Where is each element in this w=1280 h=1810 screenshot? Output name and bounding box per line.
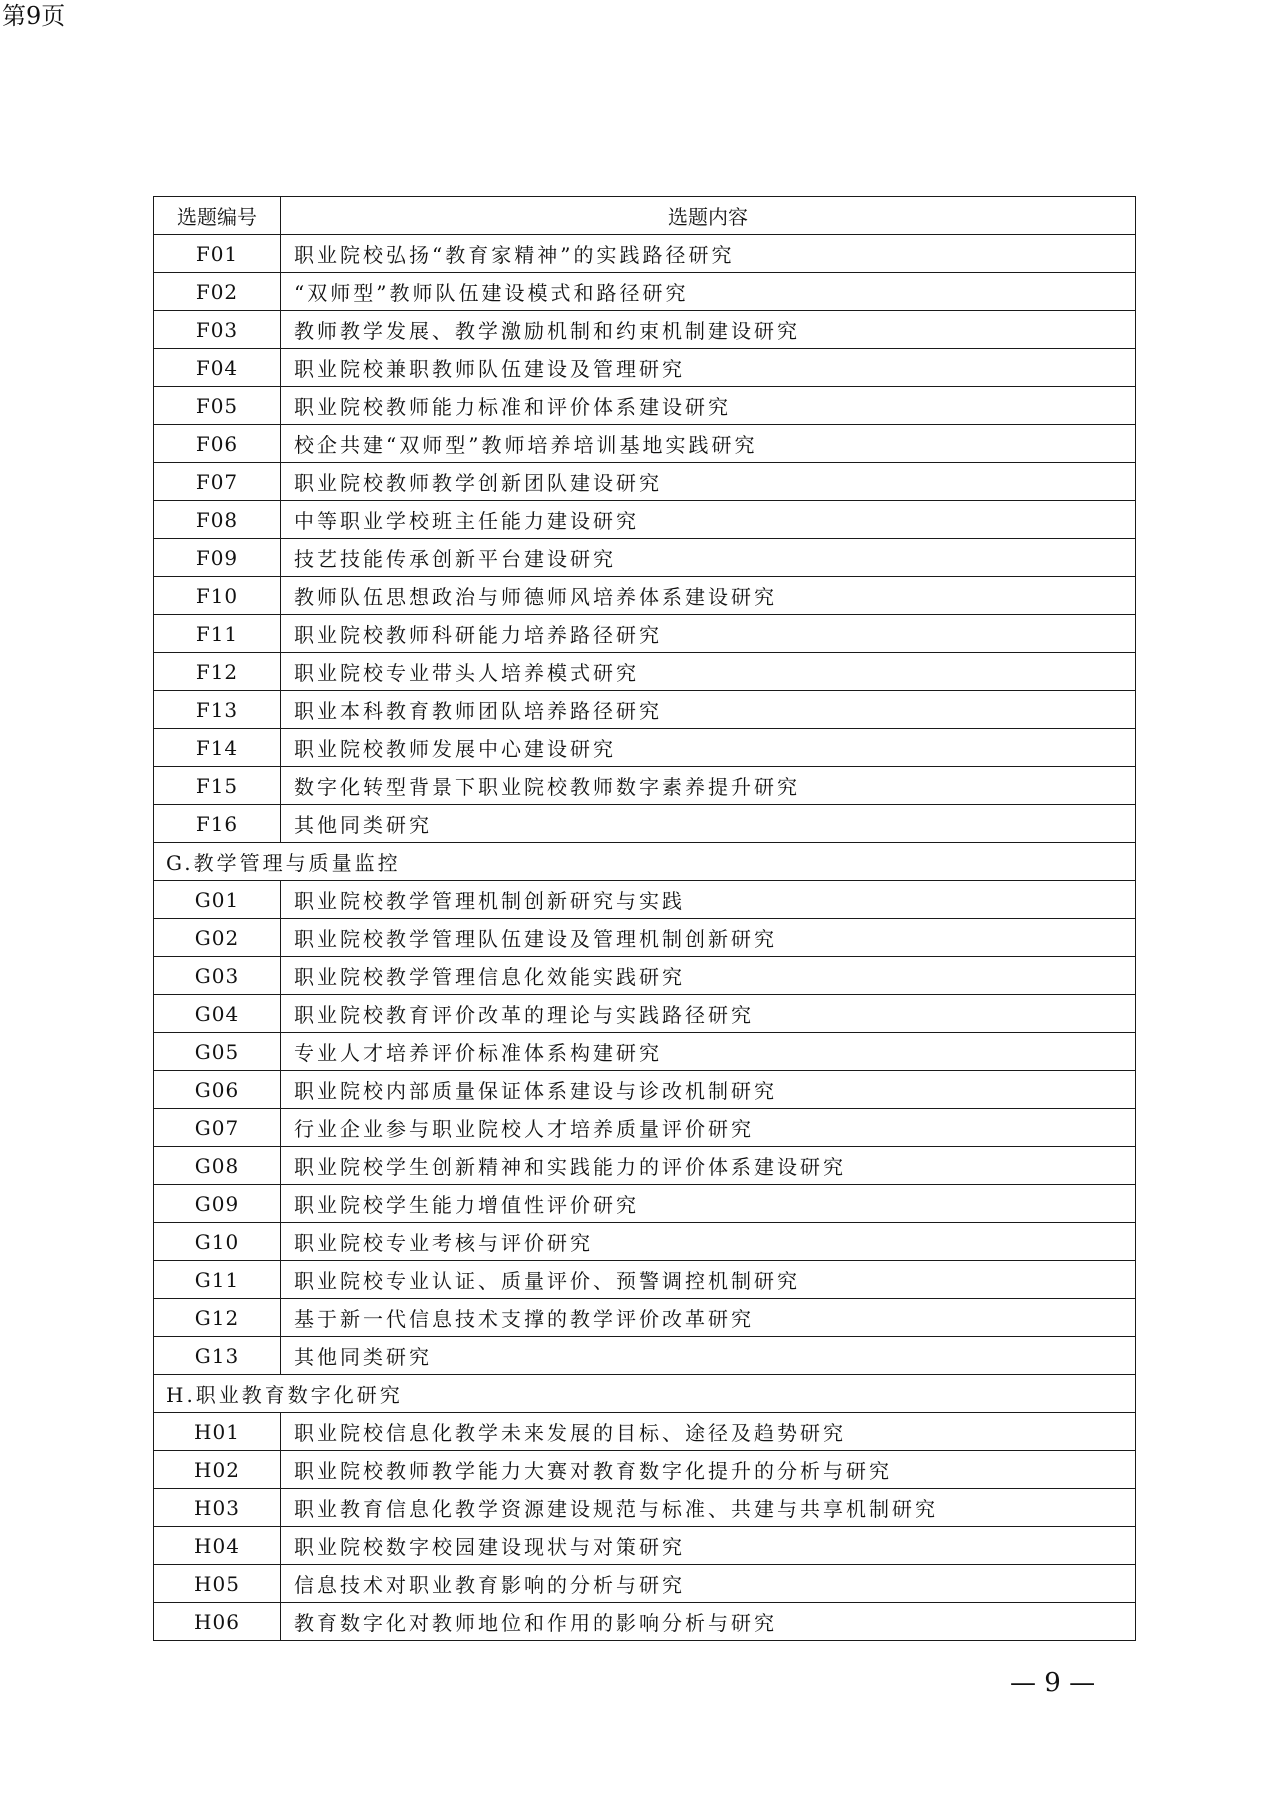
header-content: 选题内容: [281, 197, 1136, 235]
topic-code: F09: [154, 539, 281, 577]
topic-code: G02: [154, 919, 281, 957]
topic-content: 职业院校教育评价改革的理论与实践路径研究: [281, 995, 1136, 1033]
topic-code: H02: [154, 1451, 281, 1489]
table-row: [154, 1603, 1136, 1641]
topic-content: 技艺技能传承创新平台建设研究: [281, 539, 1136, 577]
table-row: [154, 957, 1136, 995]
topic-content: 职业院校数字校园建设现状与对策研究: [281, 1527, 1136, 1565]
topic-code: G10: [154, 1223, 281, 1261]
table-row: [154, 1451, 1136, 1489]
topic-content: 教师队伍思想政治与师德师风培养体系建设研究: [281, 577, 1136, 615]
topic-code: F04: [154, 349, 281, 387]
topic-code: F07: [154, 463, 281, 501]
topic-content: 职业院校教学管理信息化效能实践研究: [281, 957, 1136, 995]
page-marker: 第9页: [2, 2, 66, 30]
topic-code: F15: [154, 767, 281, 805]
table-row: [154, 615, 1136, 653]
table-row: [154, 881, 1136, 919]
page-number: — 9 —: [1010, 1668, 1096, 1698]
table-row: [154, 1071, 1136, 1109]
topic-code: F10: [154, 577, 281, 615]
table-row: [154, 1185, 1136, 1223]
topic-content: 其他同类研究: [281, 805, 1136, 843]
topic-content: 职业院校专业考核与评价研究: [281, 1223, 1136, 1261]
topic-content: 职业院校教师教学创新团队建设研究: [281, 463, 1136, 501]
topic-code: H01: [154, 1413, 281, 1451]
section-title: G.教学管理与质量监控: [154, 843, 1136, 881]
table-row: [154, 1147, 1136, 1185]
topic-content: 职业院校专业认证、质量评价、预警调控机制研究: [281, 1261, 1136, 1299]
topic-content: 校企共建“双师型”教师培养培训基地实践研究: [281, 425, 1136, 463]
topic-code: F02: [154, 273, 281, 311]
table-row: [154, 273, 1136, 311]
topic-code: G05: [154, 1033, 281, 1071]
topic-code: H05: [154, 1565, 281, 1603]
topic-code: F16: [154, 805, 281, 843]
topic-content: 职业院校教学管理机制创新研究与实践: [281, 881, 1136, 919]
topic-code: H03: [154, 1489, 281, 1527]
table-row: [154, 1413, 1136, 1451]
topic-code: G11: [154, 1261, 281, 1299]
topic-code: G09: [154, 1185, 281, 1223]
topic-content: 其他同类研究: [281, 1337, 1136, 1375]
topic-content: 职业院校教师科研能力培养路径研究: [281, 615, 1136, 653]
topic-code: F13: [154, 691, 281, 729]
topic-code: F05: [154, 387, 281, 425]
topic-content: 职业院校学生创新精神和实践能力的评价体系建设研究: [281, 1147, 1136, 1185]
table-row: [154, 1337, 1136, 1375]
topic-code: G07: [154, 1109, 281, 1147]
table-row: [154, 919, 1136, 957]
topic-code: H06: [154, 1603, 281, 1641]
topic-content: 信息技术对职业教育影响的分析与研究: [281, 1565, 1136, 1603]
topic-content: 职业院校教师发展中心建设研究: [281, 729, 1136, 767]
topic-code: G01: [154, 881, 281, 919]
header-code: 选题编号: [154, 197, 281, 235]
topic-content: 行业企业参与职业院校人才培养质量评价研究: [281, 1109, 1136, 1147]
table-row: [154, 387, 1136, 425]
topic-content: 职业院校内部质量保证体系建设与诊改机制研究: [281, 1071, 1136, 1109]
topic-content: 基于新一代信息技术支撑的教学评价改革研究: [281, 1299, 1136, 1337]
topic-code: F11: [154, 615, 281, 653]
table-row: [154, 1261, 1136, 1299]
table-row: [154, 349, 1136, 387]
table-row: [154, 311, 1136, 349]
topic-code: F12: [154, 653, 281, 691]
table-row: [154, 1489, 1136, 1527]
table-row: [154, 235, 1136, 273]
topic-content: 专业人才培养评价标准体系构建研究: [281, 1033, 1136, 1071]
section-title: H.职业教育数字化研究: [154, 1375, 1136, 1413]
table-row: [154, 805, 1136, 843]
topic-content: 职业院校教学管理队伍建设及管理机制创新研究: [281, 919, 1136, 957]
topic-code: F14: [154, 729, 281, 767]
section-row: [154, 1375, 1136, 1413]
topic-code: F01: [154, 235, 281, 273]
topic-content: 职业教育信息化教学资源建设规范与标准、共建与共享机制研究: [281, 1489, 1136, 1527]
table-row: [154, 425, 1136, 463]
topic-content: 职业院校弘扬“教育家精神”的实践路径研究: [281, 235, 1136, 273]
topic-code: G08: [154, 1147, 281, 1185]
topic-code: H04: [154, 1527, 281, 1565]
table-row: [154, 1565, 1136, 1603]
topic-content: 教育数字化对教师地位和作用的影响分析与研究: [281, 1603, 1136, 1641]
topic-code: F08: [154, 501, 281, 539]
topic-content: 中等职业学校班主任能力建设研究: [281, 501, 1136, 539]
topic-code: F03: [154, 311, 281, 349]
table-row: [154, 1299, 1136, 1337]
topic-content: 职业院校教师能力标准和评价体系建设研究: [281, 387, 1136, 425]
topic-content: 数字化转型背景下职业院校教师数字素养提升研究: [281, 767, 1136, 805]
table-header-row: [154, 197, 1136, 235]
topic-content: 职业院校专业带头人培养模式研究: [281, 653, 1136, 691]
table-row: [154, 539, 1136, 577]
table-row: [154, 1109, 1136, 1147]
topic-content: 职业院校学生能力增值性评价研究: [281, 1185, 1136, 1223]
topic-code: G04: [154, 995, 281, 1033]
topic-table: [153, 196, 1136, 1641]
table-row: [154, 729, 1136, 767]
section-row: [154, 843, 1136, 881]
table-row: [154, 653, 1136, 691]
topic-content: 职业本科教育教师团队培养路径研究: [281, 691, 1136, 729]
topic-code: G03: [154, 957, 281, 995]
topic-content: 职业院校教师教学能力大赛对教育数字化提升的分析与研究: [281, 1451, 1136, 1489]
table-row: [154, 995, 1136, 1033]
table-row: [154, 1223, 1136, 1261]
topic-code: G12: [154, 1299, 281, 1337]
table-row: [154, 463, 1136, 501]
table-row: [154, 767, 1136, 805]
topic-content: 职业院校信息化教学未来发展的目标、途径及趋势研究: [281, 1413, 1136, 1451]
topic-content: “双师型”教师队伍建设模式和路径研究: [281, 273, 1136, 311]
topic-code: F06: [154, 425, 281, 463]
table-row: [154, 577, 1136, 615]
table-row: [154, 691, 1136, 729]
table-body: [154, 235, 1136, 1641]
topic-code: G13: [154, 1337, 281, 1375]
table-row: [154, 1527, 1136, 1565]
table-row: [154, 501, 1136, 539]
topic-content: 教师教学发展、教学激励机制和约束机制建设研究: [281, 311, 1136, 349]
topic-content: 职业院校兼职教师队伍建设及管理研究: [281, 349, 1136, 387]
table-row: [154, 1033, 1136, 1071]
topic-code: G06: [154, 1071, 281, 1109]
